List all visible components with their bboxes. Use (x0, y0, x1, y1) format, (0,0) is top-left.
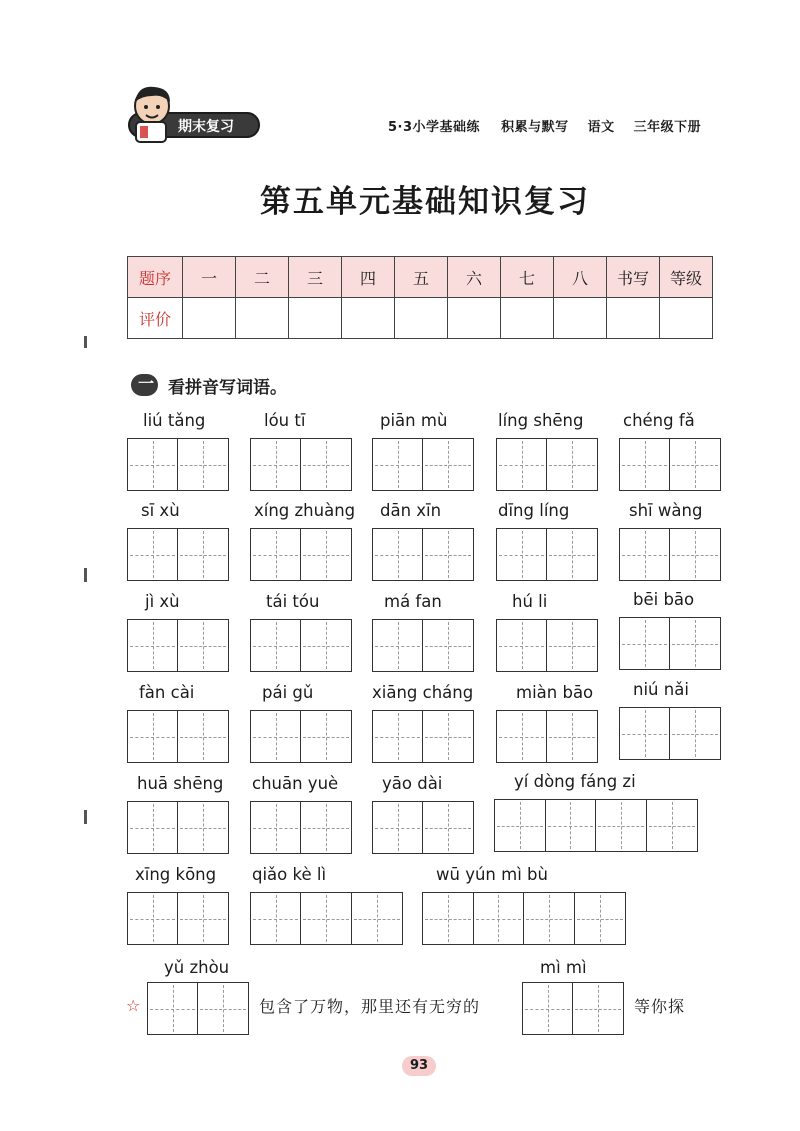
writing-cell[interactable] (251, 439, 301, 490)
writing-cell[interactable] (301, 529, 351, 580)
grade: 三年级下册 (633, 120, 702, 135)
section-number: 一 (138, 374, 155, 393)
writing-grid-blank[interactable] (147, 982, 249, 1035)
column-header: 一 (183, 257, 236, 298)
writing-grid[interactable] (372, 619, 474, 672)
series-name: 5·3小学基础练 (388, 120, 481, 135)
writing-grid[interactable] (372, 801, 474, 854)
writing-cell[interactable] (423, 529, 473, 580)
writing-cell[interactable] (620, 439, 670, 490)
writing-grid[interactable] (127, 619, 229, 672)
writing-cell[interactable] (573, 983, 623, 1034)
writing-cell[interactable] (373, 711, 423, 762)
writing-grid[interactable] (619, 707, 721, 760)
writing-grid[interactable] (496, 710, 598, 763)
writing-cell[interactable] (523, 983, 573, 1034)
writing-cell[interactable] (128, 439, 178, 490)
pinyin-label: tái tóu (266, 592, 320, 611)
writing-cell[interactable] (352, 893, 402, 944)
writing-cell[interactable] (301, 711, 351, 762)
writing-grid[interactable] (619, 528, 721, 581)
writing-cell[interactable] (670, 439, 720, 490)
writing-cell[interactable] (178, 529, 228, 580)
writing-grid-blank[interactable] (522, 982, 624, 1035)
writing-cell[interactable] (423, 893, 474, 944)
writing-cell[interactable] (546, 800, 597, 851)
rating-cell[interactable] (607, 298, 660, 339)
sentence-text: 等你探 (634, 997, 686, 1016)
column-header: 五 (395, 257, 448, 298)
writing-cell[interactable] (373, 439, 423, 490)
page-title: 第五单元基础知识复习 (260, 184, 590, 220)
rating-cell[interactable] (289, 298, 342, 339)
writing-cell[interactable] (251, 802, 301, 853)
writing-grid[interactable] (127, 801, 229, 854)
pinyin-label: hú li (512, 592, 548, 611)
pinyin-label: niú nǎi (633, 680, 689, 699)
writing-cell[interactable] (497, 620, 547, 671)
writing-cell[interactable] (497, 439, 547, 490)
writing-cell[interactable] (301, 802, 351, 853)
pinyin-label: mì mì (540, 958, 587, 977)
pinyin-label: líng shēng (498, 411, 584, 430)
pinyin-label: xiāng cháng (372, 683, 474, 702)
column-header: 二 (236, 257, 289, 298)
pinyin-label: chéng fǎ (623, 411, 695, 430)
writing-cell[interactable] (495, 800, 546, 851)
pinyin-label: wū yún mì bù (436, 865, 548, 884)
writing-grid[interactable] (422, 892, 626, 945)
writing-cell[interactable] (178, 893, 228, 944)
pinyin-label: huā shēng (137, 774, 224, 793)
pinyin-label: jì xù (145, 592, 180, 611)
scan-mark (84, 568, 87, 582)
writing-grid[interactable] (127, 710, 229, 763)
writing-cell[interactable] (547, 439, 597, 490)
pinyin-label: bēi bāo (633, 590, 695, 609)
writing-cell[interactable] (148, 983, 198, 1034)
student-mascot-icon (126, 82, 186, 144)
pinyin-label: piān mù (380, 411, 448, 430)
writing-grid[interactable] (127, 528, 229, 581)
writing-cell[interactable] (178, 439, 228, 490)
column-header: 六 (448, 257, 501, 298)
pinyin-label: yāo dài (382, 774, 443, 793)
writing-cell[interactable] (497, 711, 547, 762)
pinyin-label: liú tǎng (143, 411, 206, 430)
writing-grid[interactable] (372, 438, 474, 491)
writing-cell[interactable] (620, 529, 670, 580)
writing-cell[interactable] (670, 529, 720, 580)
writing-cell[interactable] (670, 618, 720, 669)
column-header: 八 (554, 257, 607, 298)
writing-cell[interactable] (251, 893, 301, 944)
writing-cell[interactable] (547, 711, 597, 762)
subject: 语文 (587, 120, 615, 135)
writing-grid[interactable] (250, 528, 352, 581)
writing-cell[interactable] (178, 620, 228, 671)
rating-cell[interactable] (448, 298, 501, 339)
writing-cell[interactable] (128, 620, 178, 671)
pinyin-label: dān xīn (380, 501, 442, 520)
column-header: 三 (289, 257, 342, 298)
writing-cell[interactable] (251, 711, 301, 762)
writing-cell[interactable] (251, 529, 301, 580)
writing-cell[interactable] (251, 620, 301, 671)
pinyin-label: xíng zhuàng (254, 501, 356, 520)
pinyin-label: fàn cài (139, 683, 195, 702)
writing-cell[interactable] (128, 529, 178, 580)
writing-grid[interactable] (127, 892, 229, 945)
row-label-order: 题序 (128, 257, 183, 298)
star-icon: ☆ (126, 996, 141, 1015)
rating-cell[interactable] (660, 298, 713, 339)
writing-grid[interactable] (250, 438, 352, 491)
writing-grid[interactable] (372, 528, 474, 581)
writing-grid[interactable] (619, 617, 721, 670)
column-header: 等级 (660, 257, 713, 298)
score-table-rating-row (128, 298, 713, 339)
writing-grid[interactable] (496, 528, 598, 581)
column-header: 七 (501, 257, 554, 298)
pinyin-label: pái gǔ (262, 683, 314, 702)
pinyin-label: xīng kōng (135, 865, 217, 884)
writing-grid[interactable] (250, 892, 403, 945)
rating-cell[interactable] (236, 298, 289, 339)
writing-grid[interactable] (619, 438, 721, 491)
writing-grid[interactable] (496, 619, 598, 672)
writing-cell[interactable] (497, 529, 547, 580)
writing-cell[interactable] (373, 620, 423, 671)
writing-cell[interactable] (575, 893, 626, 944)
writing-cell[interactable] (423, 711, 473, 762)
writing-cell[interactable] (178, 711, 228, 762)
writing-cell[interactable] (474, 893, 525, 944)
pinyin-label: má fan (384, 592, 442, 611)
column-header: 书写 (607, 257, 660, 298)
pinyin-label: sī xù (141, 501, 180, 520)
page-number: 93 (402, 1056, 436, 1076)
writing-cell[interactable] (620, 618, 670, 669)
column-header: 四 (342, 257, 395, 298)
writing-cell[interactable] (547, 620, 597, 671)
writing-cell[interactable] (373, 802, 423, 853)
writing-grid[interactable] (127, 438, 229, 491)
writing-cell[interactable] (128, 711, 178, 762)
writing-cell[interactable] (620, 708, 670, 759)
scan-mark (84, 810, 87, 824)
writing-cell[interactable] (301, 893, 351, 944)
writing-cell[interactable] (301, 620, 351, 671)
book-header (388, 116, 715, 135)
rating-cell[interactable] (501, 298, 554, 339)
writing-cell[interactable] (647, 800, 698, 851)
section-title: 看拼音写词语。 (168, 378, 287, 398)
writing-grid[interactable] (250, 801, 352, 854)
rating-cell[interactable] (342, 298, 395, 339)
pinyin-label: miàn bāo (516, 683, 594, 702)
writing-cell[interactable] (178, 802, 228, 853)
row-label-rating: 评价 (128, 298, 183, 339)
pinyin-label: qiǎo kè lì (252, 865, 327, 884)
writing-cell[interactable] (596, 800, 647, 851)
pinyin-label: yǔ zhòu (164, 958, 230, 977)
pinyin-label: shī wàng (629, 501, 703, 520)
writing-cell[interactable] (547, 529, 597, 580)
score-table (127, 256, 713, 339)
writing-grid[interactable] (250, 710, 352, 763)
rating-cell[interactable] (395, 298, 448, 339)
writing-grid[interactable] (250, 619, 352, 672)
rating-cell[interactable] (183, 298, 236, 339)
writing-grid[interactable] (494, 799, 698, 852)
writing-cell[interactable] (128, 893, 178, 944)
sentence-text: 包含了万物，那里还有无穷的 (259, 997, 481, 1016)
writing-cell[interactable] (373, 529, 423, 580)
writing-cell[interactable] (198, 983, 248, 1034)
writing-cell[interactable] (670, 708, 720, 759)
writing-cell[interactable] (423, 802, 473, 853)
score-table-header-row (128, 257, 713, 298)
pinyin-label: chuān yuè (252, 774, 339, 793)
badge-label: 期末复习 (178, 119, 234, 135)
rating-cell[interactable] (554, 298, 607, 339)
writing-cell[interactable] (128, 802, 178, 853)
writing-cell[interactable] (423, 620, 473, 671)
writing-grid[interactable] (372, 710, 474, 763)
book-name: 积累与默写 (501, 120, 569, 135)
writing-cell[interactable] (423, 439, 473, 490)
pinyin-label: lóu tī (264, 411, 306, 430)
scan-mark (84, 336, 87, 348)
writing-cell[interactable] (301, 439, 351, 490)
writing-grid[interactable] (496, 438, 598, 491)
pinyin-label: yí dòng fáng zi (514, 772, 636, 791)
writing-cell[interactable] (524, 893, 575, 944)
pinyin-label: dīng líng (498, 501, 570, 520)
